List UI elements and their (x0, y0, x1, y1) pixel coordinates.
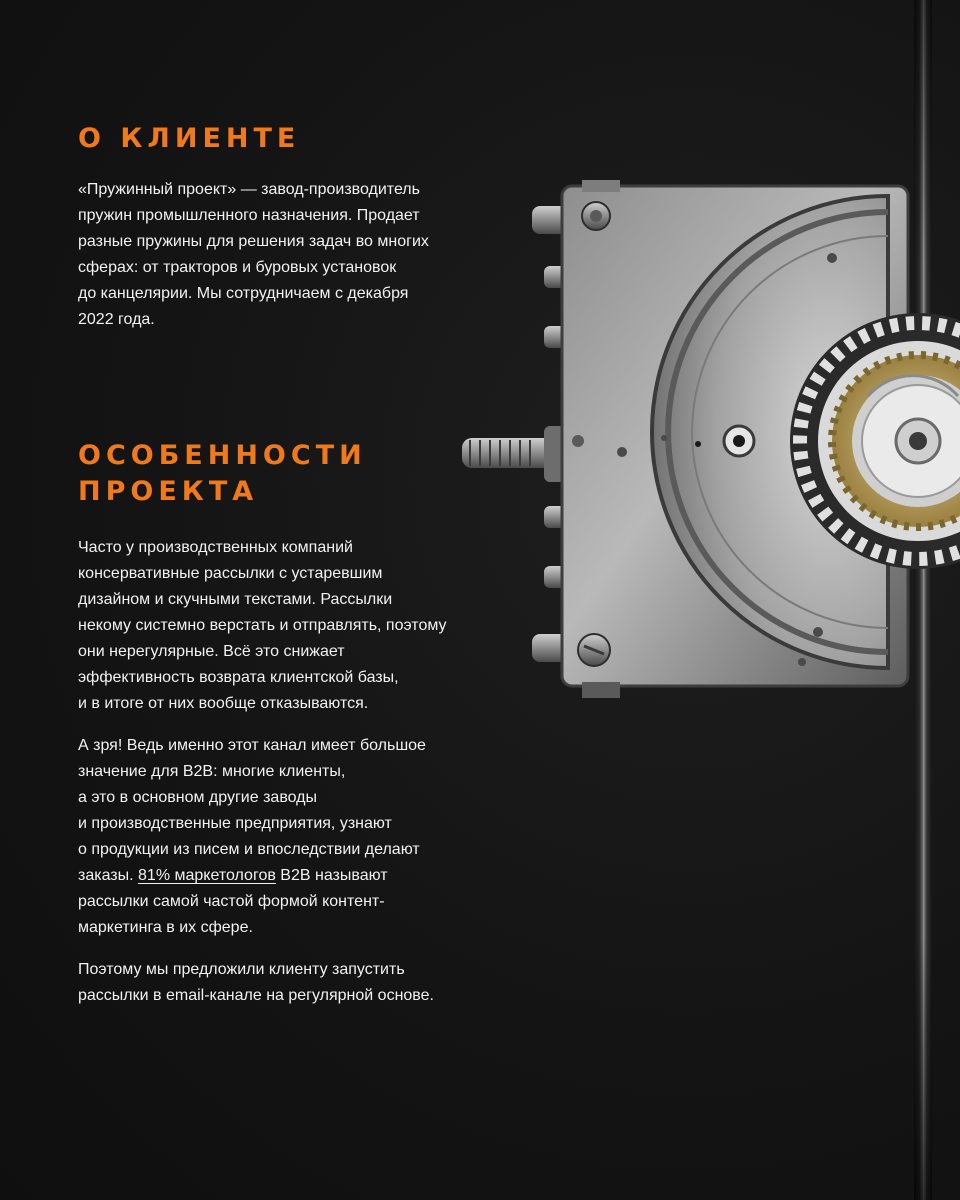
marketers-stat-link[interactable]: 81% маркетологов (138, 867, 276, 884)
project-features-heading: ОСОБЕННОСТИ ПРОЕКТА (78, 440, 367, 507)
features-paragraph-1: Часто у производственных компаний консервативные рассылки с устаревшим дизайном и скучными текстами. Рассылки некому системно верстать и отправлять, поэтому они нерегулярные. Всё это снижает эффективность возврата клиентской базы, и в итоге от них вообще отказываются. (78, 539, 447, 712)
about-client-heading: О КЛИЕНТЕ (78, 123, 301, 154)
features-paragraph-2-start: А зря! Ведь именно этот канал имеет большое значение для B2B: многие клиенты, а это в основном другие заводы и производственные предприятия, узнают о продукции из писем и впоследствии делают заказы. (78, 737, 426, 884)
features-paragraph-2-end: B2B называют рассылки самой частой формой контент- маркетинга в их сфере. (78, 867, 388, 936)
features-paragraph-2 (78, 733, 508, 941)
spring-mechanism-illustration (458, 176, 960, 720)
about-client-text: «Пружинный проект» — завод-производитель пружин промышленного назначения. Продает разные пружины для решения задач во многих сферах: от тракторов и буровых установок до канцелярии. Мы сотрудничаем с декабря 2022 года. (78, 181, 429, 328)
features-paragraph-3: Поэтому мы предложили клиенту запустить рассылки в email-канале на регулярной основе. (78, 961, 434, 1004)
